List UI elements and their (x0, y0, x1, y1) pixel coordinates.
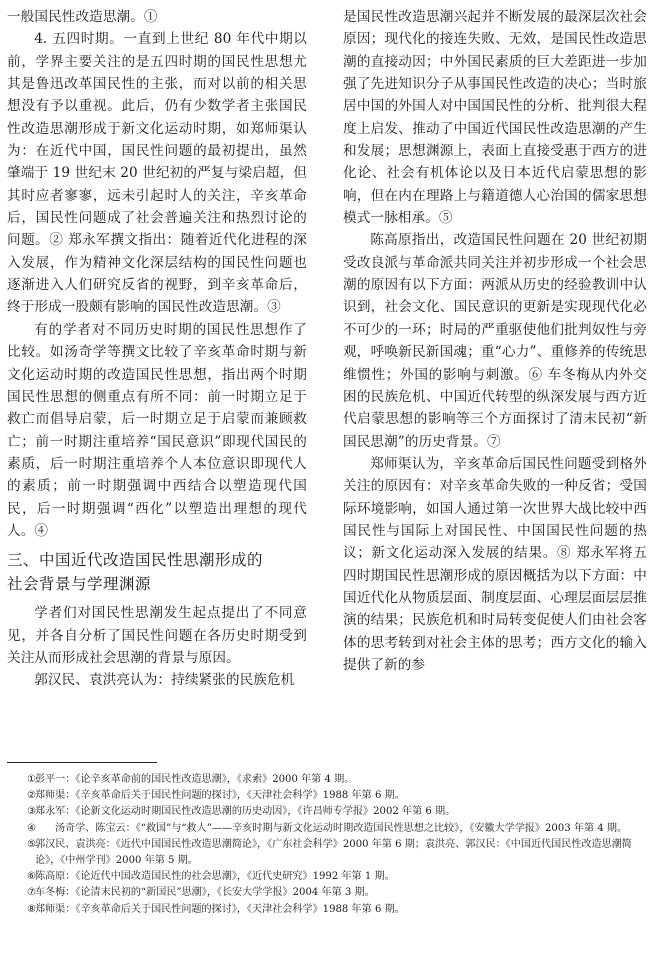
paragraph: 郑师渠认为，辛亥革命后国民性问题受到格外关注的原因有：对辛亥革命失败的一种反省；受国际环境影响，如国人通过第一次世界大战比较中西国民性与国际上对国民性、中国国民性问题的热议；新文化运动深入发展的结果。⑧ 郑永军将五四时期国民性思潮形成的原因概括为以下方面：中国近代化从物质层面、制度层面、心理层面层层推演的结果；民族危机和时局转变促使人们由社会客体的思考转到对社会主体的思考；西方文化的输入提供了新的参 (343, 455, 647, 673)
footnote-text: 彭平一：《论辛亥革命前的国民性改造思潮》，《求索》2000 年第 4 期。 (35, 774, 355, 785)
footnote-number: ③ (27, 806, 37, 818)
paragraph: 郭汉民、袁洪亮认为：持续紧张的民族危机 (34, 672, 295, 689)
footnote (7, 885, 647, 901)
footnote (7, 772, 647, 788)
paragraph: 陈高原指出，改造国民性问题在 20 世纪初期受改良派与革命派共同关注并初步形成一个社会思潮的原因有以下方面：两派从历史的经验教训中认识到，社会文化、国民意识的更新是实现现代化必不可少的一环；时局的严重驱使他们批判奴性与旁观，呼唤新民新国魂；重“心力”、重修养的传统思维惯性；外国的影响与刺激。⑥ 车冬梅从内外交困的民族危机、中国近代转型的纵深发展与西方近代启蒙思想的影响等三个方面探讨了清末民初“新国民思潮”的历史背景。⑦ (343, 232, 647, 450)
footnote-text: 陈高原：《论近代中国改造国民性的社会思潮》，《近代史研究》1992 年第 1 期。 (35, 871, 395, 883)
footnote-text: 郑师渠：《辛亥革命后关于国民性问题的探讨》，《天津社会科学》1988 年第 6 期。 (35, 790, 405, 802)
footnote-number: ⑦ (27, 887, 37, 899)
section-heading (7, 548, 307, 596)
paragraph: 一般国民性改造思潮。① (7, 9, 158, 25)
paragraph: 学者们对国民性思潮发生起点提出了不同意见，并各自分析了国民性问题在各历史时期受到关注从而形成社会思潮的背景与原因。 (7, 605, 307, 666)
section-heading-line: 社会背景与学理渊源 (7, 575, 152, 594)
footnote (7, 821, 647, 837)
footnote-text: 车冬梅：《论清末民初的“新国民”思潮》，《长安大学学报》2004 年第 3 期。 (35, 887, 375, 899)
footnote-number: ⑥ (27, 871, 37, 883)
footnote-number: ② (27, 790, 37, 802)
footnote (7, 804, 647, 820)
paragraph: 是国民性改造思潮兴起并不断发展的最深层次社会原因；现代化的接连失败、无效，是国民性改造思潮的直接动因；中外国民素质的巨大差距进一步加强了先进知识分子从事国民性改造的决心；当时旅居中国的外国人对中国国民性的分析、批判很大程度上启发、推动了中国近代国民性改造思潮的产生和发展；思想渊源上，表面上直接受惠于西方的进化论、社会有机体论以及日本近代启蒙思想的影响，但在内在理路上与籍道德人心治国的儒家思想模式一脉相承。⑤ (343, 9, 647, 227)
right-column (343, 6, 647, 676)
footnote (7, 869, 647, 885)
left-column (7, 6, 307, 692)
footnote-number: ① (27, 774, 37, 785)
footnote-text: 汤奇学、陈宝云：《“救国”与“救人”——辛亥时期与新文化运动时期改造国民性思想之比较》，《安徽大学学报》2003 年第 4 期。 (55, 822, 628, 834)
footnote-text: 郑永军：《论新文化运动时期国民性改造思潮的历史动因》，《许昌师专学报》2002 年第 6 期。 (35, 806, 456, 818)
footnote-number: ④ (27, 822, 37, 834)
footnote (7, 837, 647, 869)
footnote-text: 郑师渠：《辛亥革命后关于国民性问题的探讨》，《天津社会科学》1988 年第 6 期。 (35, 903, 405, 915)
footnote (7, 788, 647, 804)
footnote (7, 902, 647, 918)
footnotes (7, 772, 647, 918)
paragraph: 4. 五四时期。一直到上世纪 80 年代中期以前，学界主要关注的是五四时期的国民性思想尤其是鲁迅改革国民性的主张，而对以前的相关思想没有予以重视。此后，仍有少数学者主张国民性改造思潮形成于新文化运动时期，如郑师渠认为：在近代中国，国民性问题的最初提出，虽然肇端于 19 世纪末 20 世纪初的严复与梁启超，但其时应者寥寥，远未引起时人的关注，辛亥革命后，国民性问题成了社会普遍关注和热烈讨论的问题。② 郑永军撰文指出：随着近代化进程的深入发展，作为精神文化深层结构的国民性问题也逐渐进入人们研究反省的视野，到辛亥革命后，终于形成一股颇有影响的国民性改造思潮。③ (7, 31, 307, 316)
footnote-number: ⑧ (27, 903, 37, 915)
footnote-number: ⑤ (27, 838, 37, 850)
footnote-divider (7, 762, 157, 763)
section-heading-line: 三、中国近代改造国民性思潮形成的 (7, 551, 264, 570)
paragraph: 有的学者对不同历史时期的国民性思想作了比较。如汤奇学等撰文比较了辛亥革命时期与新文化运动时期的改造国民性思想，指出两个时期国民性思想的侧重点有所不同：前一时期立足于救亡而倡导启蒙，后一时期立足于启蒙而兼顾救亡；前一时期注重培养“国民意识”即现代国民的素质，后一时期注重培养个人本位意识即现代人的素质；前一时期强调中西结合以塑造现代国民，后一时期强调“西化”以塑造出理想的现代人。④ (7, 321, 307, 539)
footnote-text: 郭汉民、袁洪亮：《近代中国国民性改造思潮简论》，《广东社会科学》2000 年第 6 期；袁洪亮、郭汉民：《中国近代国民性改造思潮简论》，《中州学刊》2000 年第 5 期。 (35, 838, 632, 867)
